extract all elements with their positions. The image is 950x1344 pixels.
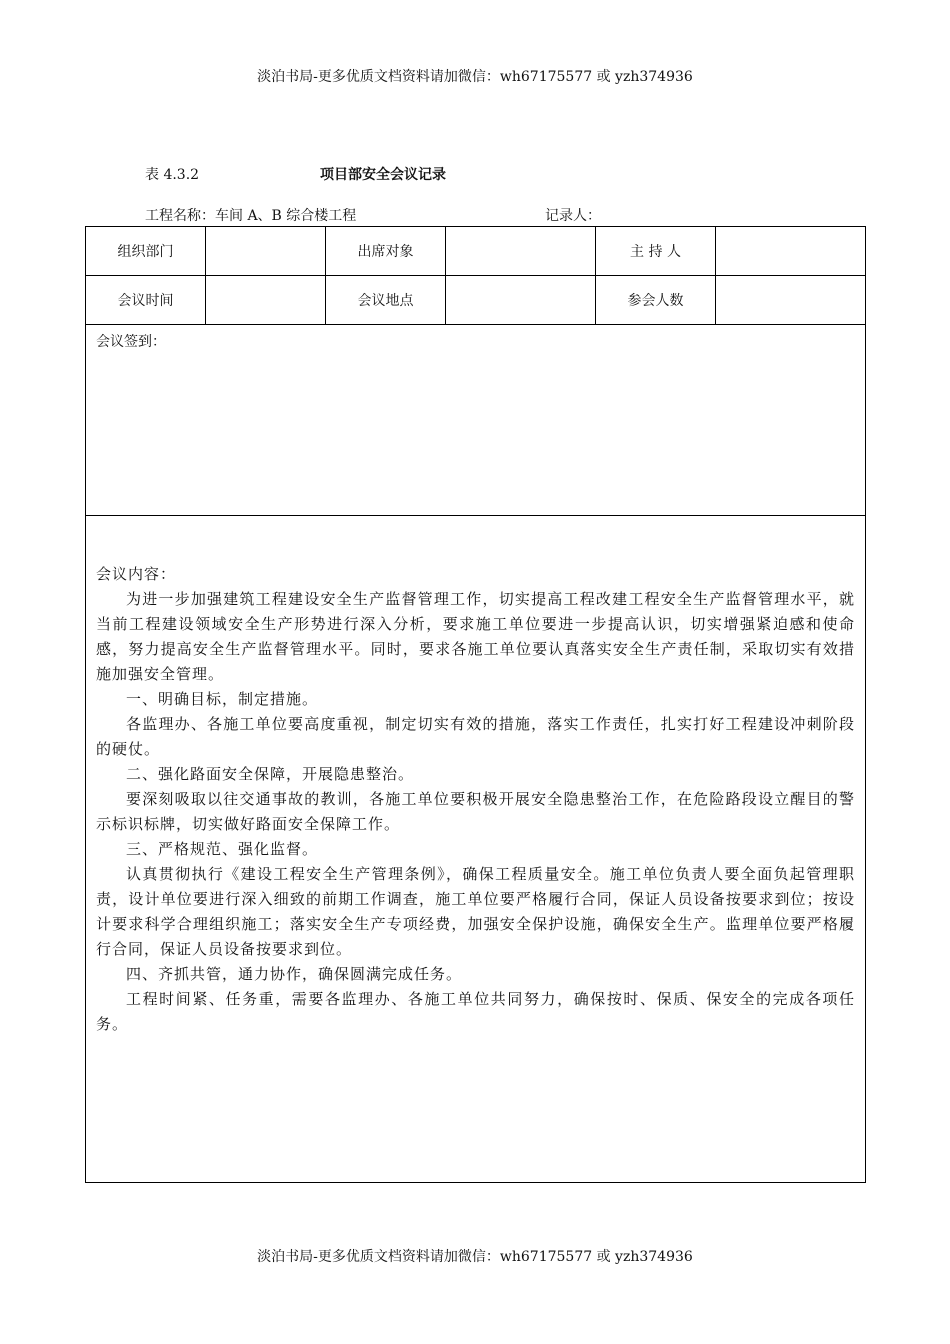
recorder-label: 记录人：: [545, 208, 601, 224]
content-paragraph: 要深刻吸取以往交通事故的教训，各施工单位要积极开展安全隐患整治工作，在危险路段设立醒目的警示标识标牌，切实做好路面安全保障工作。: [96, 790, 855, 833]
attendees-value[interactable]: [446, 227, 596, 276]
table-row: [86, 276, 866, 325]
content-paragraph: 认真贯彻执行《建设工程安全生产管理条例》，确保工程质量安全。施工单位负责人要全面负起管理职责，设计单位要进行深入细致的前期工作调查，施工单位要严格履行合同，保证人员设备按要求到位；按设计要求科学合理组织施工；落实安全生产专项经费，加强安全保护设施，确保安全生产。监理单位要严格履行合同，保证人员设备按要求到位。: [96, 865, 855, 958]
content-paragraph: 各监理办、各施工单位要高度重视，制定切实有效的措施，落实工作责任，扎实打好工程建设冲刺阶段的硬仗。: [96, 715, 855, 758]
content-label: 会议内容：: [96, 565, 177, 583]
project-name: 工程名称：车间 A、B 综合楼工程: [145, 208, 357, 224]
page-header: 淡泊书局-更多优质文档资料请加微信：wh67175577 或 yzh374936: [257, 69, 693, 85]
place-value[interactable]: [446, 276, 596, 325]
table-row: [86, 516, 866, 1183]
org-label: 组织部门: [86, 227, 206, 276]
form-title-line: [145, 164, 446, 184]
form-title: 项目部安全会议记录: [320, 167, 446, 183]
org-value[interactable]: [206, 227, 326, 276]
table-row: [86, 325, 866, 516]
content-paragraph: 工程时间紧、任务重，需要各监理办、各施工单位共同努力，确保按时、保质、保安全的完成各项任务。: [96, 990, 855, 1033]
content-heading: 二、强化路面安全保障，开展隐患整治。: [126, 765, 415, 783]
host-label: 主 持 人: [596, 227, 716, 276]
attendees-label: 出席对象: [326, 227, 446, 276]
content-cell: [86, 516, 866, 1183]
count-label: 参会人数: [596, 276, 716, 325]
content-heading: 四、齐抓共管，通力协作，确保圆满完成任务。: [126, 965, 463, 983]
signin-label: 会议签到：: [96, 334, 166, 350]
signin-cell[interactable]: [86, 325, 866, 516]
host-value[interactable]: [716, 227, 866, 276]
meeting-content: [96, 562, 855, 1037]
content-heading: 一、明确目标，制定措施。: [126, 690, 319, 708]
place-label: 会议地点: [326, 276, 446, 325]
meeting-record-table: [85, 226, 866, 1183]
content-paragraph: 为进一步加强建筑工程建设安全生产监督管理工作，切实提高工程改建工程安全生产监督管理水平，就当前工程建设领域安全生产形势进行深入分析，要求施工单位要进一步提高认识，切实增强紧迫感和使命感，努力提高安全生产监督管理水平。同时，要求各施工单位要认真落实安全生产责任制，采取切实有效措施加强安全管理。: [96, 590, 855, 683]
page-footer: 淡泊书局-更多优质文档资料请加微信：wh67175577 或 yzh374936: [257, 1249, 693, 1265]
count-value[interactable]: [716, 276, 866, 325]
content-heading: 三、严格规范、强化监督。: [126, 840, 319, 858]
table-row: [86, 227, 866, 276]
time-value[interactable]: [206, 276, 326, 325]
table-number: 表 4.3.2: [145, 167, 200, 183]
time-label: 会议时间: [86, 276, 206, 325]
